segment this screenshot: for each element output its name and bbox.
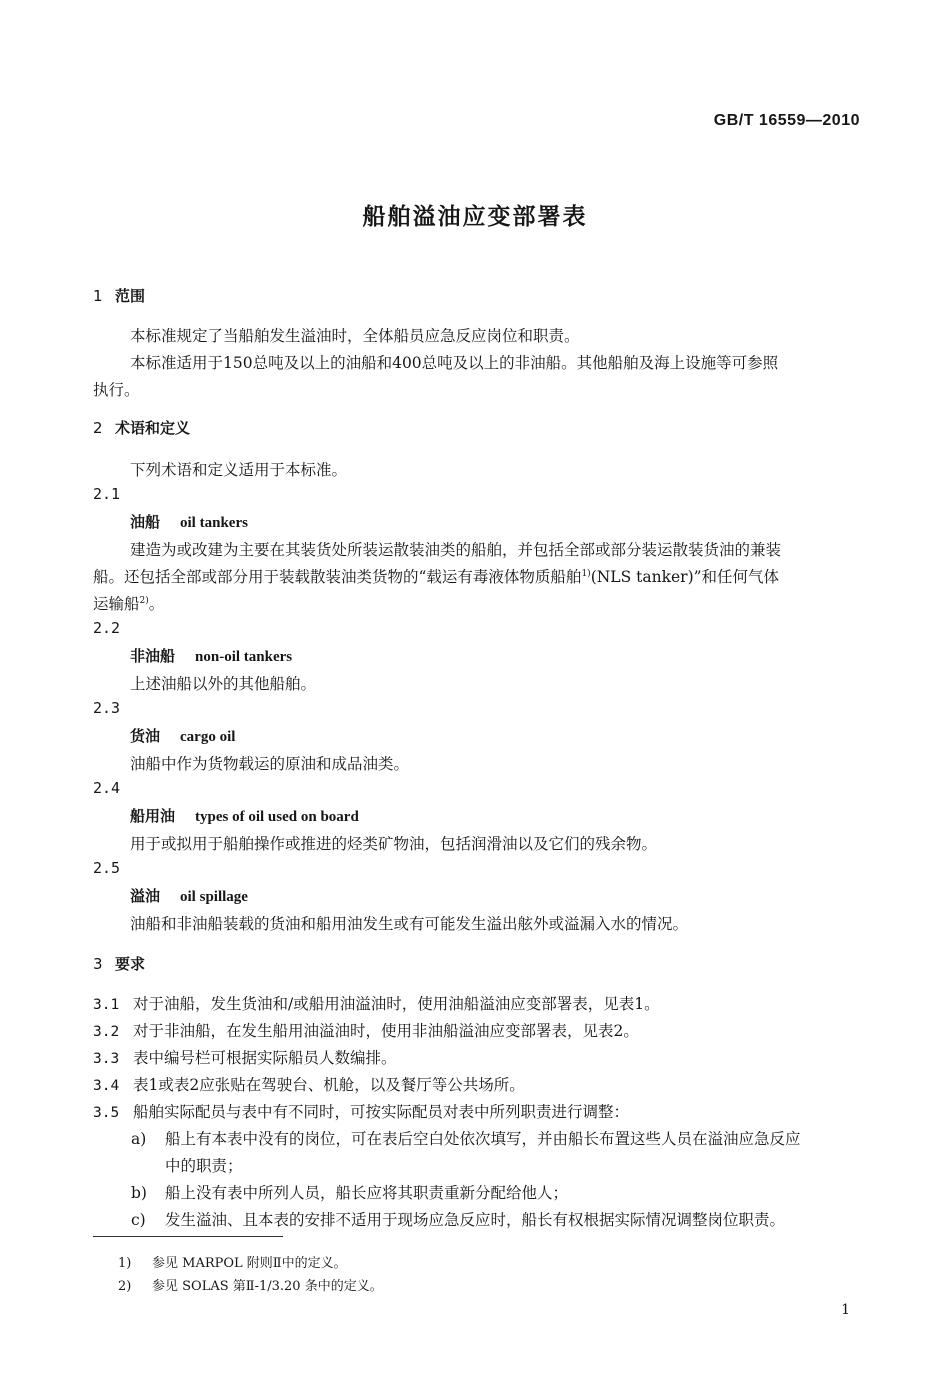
footnote-label: 1) <box>118 1256 132 1271</box>
list-item-a-continued: 中的职责； <box>165 1157 243 1175</box>
footnote-text: 参见 SOLAS 第Ⅱ-1/3.20 条中的定义。 <box>152 1279 383 1294</box>
footnote-label: 2) <box>118 1279 132 1294</box>
term-cn: 油船 <box>130 513 161 531</box>
section-3-heading <box>93 953 145 974</box>
list-label: a) <box>131 1130 147 1148</box>
term-en: oil tankers <box>180 515 248 531</box>
term-cn: 货油 <box>130 727 161 745</box>
paragraph: 本标准规定了当船舶发生溢油时，全体船员应急反应岗位和职责。 <box>130 327 580 345</box>
term-oil-used-on-board <box>130 805 359 826</box>
footnote-1 <box>118 1252 347 1271</box>
definition-line <box>93 592 164 614</box>
definition: 用于或拟用于船舶操作或推进的烃类矿物油，包括润滑油以及它们的残余物。 <box>130 835 658 853</box>
requirement-3-1 <box>93 992 660 1014</box>
list-item-c <box>131 1208 785 1230</box>
section-title: 术语和定义 <box>115 419 191 437</box>
definition-line <box>93 565 779 587</box>
term-cn: 船用油 <box>130 807 176 825</box>
section-title: 范围 <box>115 287 146 305</box>
requirement-text: 船舶实际配员与表中有不同时，可按实际配员对表中所列职责进行调整： <box>133 1103 630 1121</box>
definition-text: 船。还包括全部或部分用于装载散装油类货物的“载运有毒液体物质船舶 <box>93 568 582 586</box>
footnote-2 <box>118 1275 383 1294</box>
requirement-3-5 <box>93 1100 629 1122</box>
section-number: 1 <box>93 287 103 305</box>
requirement-number: 3.3 <box>93 1051 120 1067</box>
definition: 油船和非油船装载的货油和船用油发生或有可能发生溢出舷外或溢漏入水的情况。 <box>130 915 689 933</box>
requirement-text: 表1或表2应张贴在驾驶台、机舱，以及餐厅等公共场所。 <box>133 1076 525 1094</box>
section-number: 3 <box>93 955 103 973</box>
section-title: 要求 <box>115 955 146 973</box>
requirement-number: 3.4 <box>93 1078 120 1094</box>
requirement-text: 对于非油船，在发生船用油溢油时，使用非油船溢油应变部署表，见表2。 <box>133 1022 639 1040</box>
term-en: oil spillage <box>180 889 248 905</box>
list-item-a <box>131 1127 801 1149</box>
requirement-text: 对于油船，发生货油和/或船用油溢油时，使用油船溢油应变部署表，见表1。 <box>133 995 660 1013</box>
footnote-text: 参见 MARPOL 附则Ⅱ中的定义。 <box>152 1256 347 1271</box>
list-text: 船上没有表中所列人员，船长应将其职责重新分配给他人； <box>165 1184 569 1202</box>
list-label: c) <box>131 1211 146 1229</box>
requirement-number: 3.1 <box>93 997 120 1013</box>
footnote-ref[interactable]: 1) <box>581 568 591 579</box>
term-cn: 溢油 <box>130 887 161 905</box>
requirement-number: 3.5 <box>93 1105 120 1121</box>
paragraph: 下列术语和定义适用于本标准。 <box>130 461 348 479</box>
subclause-number: 2.3 <box>93 699 121 717</box>
subclause-number: 2.4 <box>93 779 121 797</box>
paragraph-continued: 执行。 <box>93 381 140 399</box>
term-oil-spillage <box>130 885 248 906</box>
definition-text: 。 <box>148 595 165 613</box>
term-cn: 非油船 <box>130 647 176 665</box>
definition: 上述油船以外的其他船舶。 <box>130 675 317 693</box>
term-en: non-oil tankers <box>195 649 293 665</box>
subclause-number: 2.1 <box>93 485 121 503</box>
term-cargo-oil <box>130 725 235 746</box>
definition-text: 运输船 <box>93 595 140 613</box>
term-oil-tankers <box>130 511 248 532</box>
section-number: 2 <box>93 419 103 437</box>
term-non-oil-tankers <box>130 645 292 666</box>
definition: 油船中作为货物载运的原油和成品油类。 <box>130 755 410 773</box>
section-2-heading <box>93 417 190 438</box>
list-text: 船上有本表中没有的岗位，可在表后空白处依次填写，并由船长布置这些人员在溢油应急反应 <box>165 1130 801 1148</box>
footnote-separator <box>93 1236 283 1237</box>
term-en: cargo oil <box>180 729 236 745</box>
list-label: b) <box>131 1184 147 1202</box>
requirement-number: 3.2 <box>93 1024 120 1040</box>
section-1-heading <box>93 285 145 306</box>
term-en: types of oil used on board <box>195 809 359 825</box>
requirement-3-3 <box>93 1046 397 1068</box>
requirement-text: 表中编号栏可根据实际船员人数编排。 <box>133 1049 397 1067</box>
footnote-ref[interactable]: 2) <box>139 595 149 606</box>
page-number: 1 <box>841 1302 850 1318</box>
standard-number: GB/T 16559—2010 <box>713 112 860 129</box>
subclause-number: 2.2 <box>93 619 121 637</box>
definition-text: (NLS tanker)”和任何气体 <box>590 568 780 586</box>
requirement-3-4 <box>93 1073 525 1095</box>
paragraph: 本标准适用于150总吨及以上的油船和400总吨及以上的非油船。其他船舶及海上设施等可参照 <box>130 354 779 372</box>
definition: 建造为或改建为主要在其装货处所装运散装油类的船舶，并包括全部或部分装运散装货油的兼装 <box>130 541 782 559</box>
list-item-b <box>131 1181 568 1203</box>
page-title: 船舶溢油应变部署表 <box>362 204 588 230</box>
subclause-number: 2.5 <box>93 859 121 877</box>
requirement-3-2 <box>93 1019 639 1041</box>
list-text: 发生溢油、且本表的安排不适用于现场应急反应时，船长有权根据实际情况调整岗位职责。 <box>165 1211 786 1229</box>
